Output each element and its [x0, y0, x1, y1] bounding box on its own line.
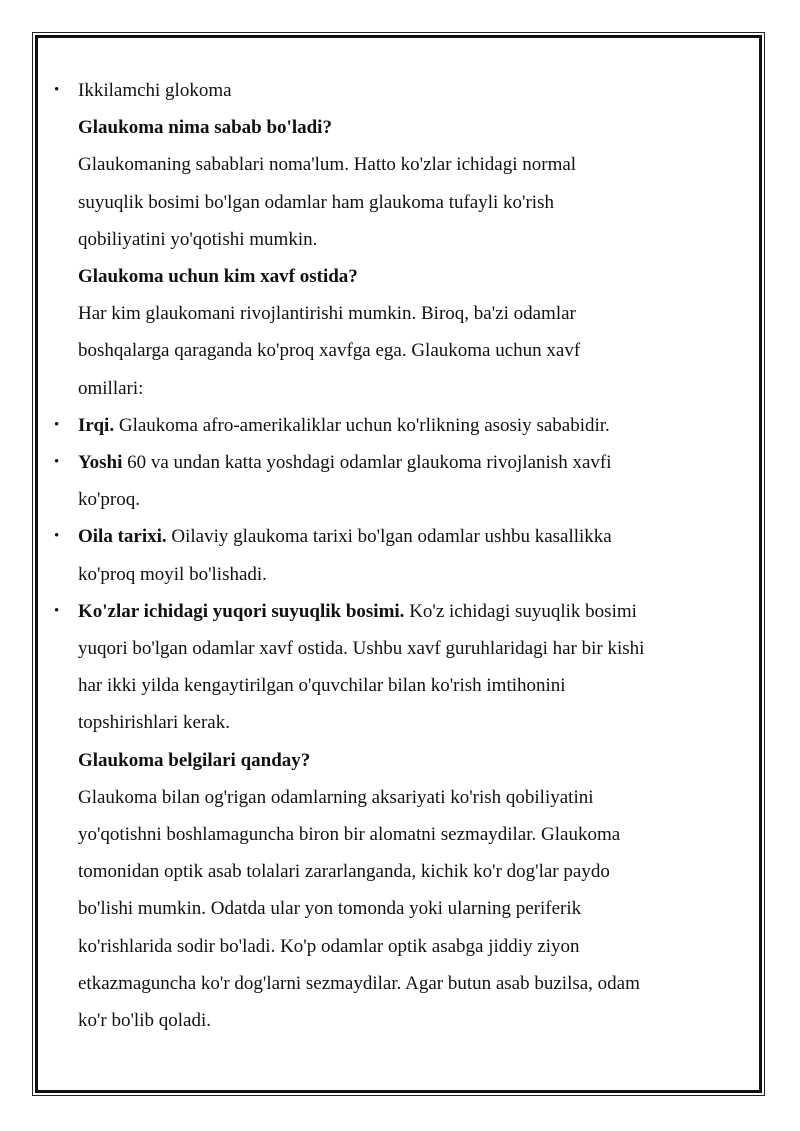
paragraph-line: ko'proq.: [78, 489, 141, 511]
list-item: [54, 518, 728, 555]
bullet-icon: •: [54, 416, 60, 433]
paragraph-line: yo'qotishni boshlamaguncha biron bir alomatni sezmaydilar. Glaukoma: [78, 824, 621, 846]
bullet-icon: •: [54, 82, 60, 98]
list-item-text: Glaukoma afro-amerikaliklar uchun ko'rlikning asosiy sababidir.: [114, 414, 610, 436]
paragraph-line: har ikki yilda kengaytirilgan o'quvchilar bilan ko'rish imtihonini: [78, 675, 566, 697]
paragraph-line: ko'proq moyil bo'lishadi.: [78, 563, 267, 585]
paragraph-line: bo'lishi mumkin. Odatda ular yon tomonda yoki ularning periferik: [78, 898, 582, 920]
list-item-label: Ko'zlar ichidagi yuqori suyuqlik bosimi.: [78, 600, 405, 622]
section-heading: Glaukoma belgilari qanday?: [78, 749, 311, 771]
paragraph-line: suyuqlik bosimi bo'lgan odamlar ham glaukoma tufayli ko'rish: [78, 191, 554, 213]
paragraph-line: topshirishlari kerak.: [78, 712, 230, 734]
paragraph-line: ko'r bo'lib qoladi.: [78, 1010, 211, 1032]
paragraph-line: boshqalarga qaraganda ko'proq xavfga ega. Glaukoma uchun xavf: [78, 340, 581, 362]
paragraph-line: omillari:: [78, 377, 144, 399]
list-item-text: Oilaviy glaukoma tarixi bo'lgan odamlar ushbu kasallikka: [166, 526, 612, 548]
paragraph-line: Har kim glaukomani rivojlantirishi mumkin. Biroq, ba'zi odamlar: [78, 303, 576, 325]
list-item-label: Yoshi: [78, 452, 123, 474]
list-item: [54, 407, 728, 444]
section-heading: Glaukoma uchun kim xavf ostida?: [78, 266, 358, 288]
paragraph-line: tomonidan optik asab tolalari zararlanganda, kichik ko'r dog'lar paydo: [78, 861, 610, 883]
bullet-icon: •: [54, 454, 60, 471]
paragraph-line: Glaukomaning sabablari noma'lum. Hatto ko'zlar ichidagi normal: [78, 154, 577, 176]
paragraph-line: etkazmaguncha ko'r dog'larni sezmaydilar. Agar butun asab buzilsa, odam: [78, 972, 640, 994]
paragraph-line: qobiliyatini yo'qotishi mumkin.: [78, 228, 318, 250]
paragraph-line: yuqori bo'lgan odamlar xavf ostida. Ushbu xavf guruhlaridagi har bir kishi: [78, 638, 645, 660]
list-item-text: Ikkilamchi glokoma: [78, 80, 232, 101]
bullet-icon: •: [54, 528, 60, 545]
bullet-icon: •: [54, 602, 60, 619]
list-item: [54, 593, 728, 630]
list-item-label: Irqi.: [78, 414, 115, 436]
document-body: [54, 72, 728, 1039]
section-heading: Glaukoma nima sabab bo'ladi?: [78, 117, 332, 139]
list-item-text: Ko'z ichidagi suyuqlik bosimi: [404, 600, 637, 622]
list-item: [54, 444, 728, 481]
list-item-label: Oila tarixi.: [78, 526, 167, 548]
paragraph-line: Glaukoma bilan og'rigan odamlarning aksariyati ko'rish qobiliyatini: [78, 786, 594, 808]
list-item-text: 60 va undan katta yoshdagi odamlar glaukoma rivojlanish xavfi: [122, 452, 612, 474]
list-item: [54, 72, 728, 109]
paragraph-line: ko'rishlarida sodir bo'ladi. Ko'p odamlar optik asabga jiddiy ziyon: [78, 935, 580, 957]
